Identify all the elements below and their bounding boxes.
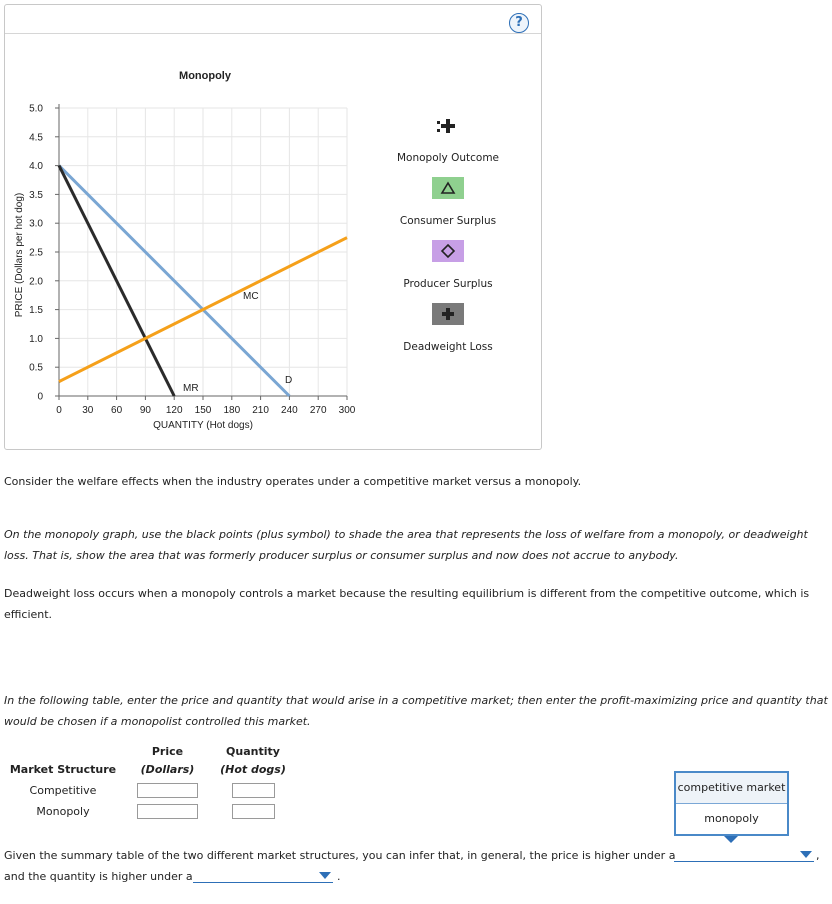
dropdown-menu (674, 771, 789, 836)
x-tick-label: 150 (194, 405, 212, 416)
col-price-unit: (Dollars) (140, 763, 195, 776)
help-icon[interactable]: ? (509, 13, 529, 33)
monopoly-quantity-input[interactable] (232, 804, 275, 819)
y-axis-label: PRICE (Dollars per hot dog) (14, 192, 25, 318)
x-tick-label: 210 (252, 405, 269, 416)
tick-labels (29, 104, 356, 417)
instruction-line-2: loss. That is, show the area that was formerly producer surplus or consumer surplus and now does not accrue to anybody. (4, 549, 679, 562)
x-tick-label: 90 (139, 405, 151, 416)
y-tick-label: 1.5 (29, 305, 43, 317)
chevron-down-icon (800, 851, 812, 858)
x-tick-label: 270 (309, 405, 327, 416)
instruction-line-1: On the monopoly graph, use the black points (plus symbol) to shade the area that represents the loss of welfare from a monopoly, or deadweight (4, 528, 808, 541)
y-tick-label: 4.5 (29, 132, 43, 144)
graph-title: Monopoly (179, 70, 231, 82)
d-label: D (285, 375, 293, 386)
x-tick-label: 60 (111, 405, 123, 416)
dropdown-option-competitive-market[interactable]: competitive market (676, 773, 787, 804)
summary-line-2: and the quantity is higher under a (4, 870, 193, 883)
y-tick-label: 3.5 (29, 189, 43, 201)
deadweight-loss-tool[interactable] (432, 303, 464, 325)
y-tick-label: 2.5 (29, 247, 43, 259)
plus-icon (437, 119, 455, 133)
x-tick-label: 240 (281, 405, 298, 416)
col-price-header: Price (151, 745, 184, 758)
summary-comma: , (816, 849, 820, 862)
col-market-structure-header: Market Structure (9, 763, 117, 776)
dropdown-menu-pointer (724, 836, 738, 843)
competitive-quantity-input[interactable] (232, 783, 275, 798)
dwl-line-1: Deadweight loss occurs when a monopoly controls a market because the resulting equilibrium is different from the competitive outcome, which is (4, 587, 810, 600)
summary-period: . (337, 870, 341, 883)
x-tick-label: 180 (223, 405, 241, 416)
col-quantity-unit: (Hot dogs) (220, 763, 286, 776)
consumer-surplus-tool[interactable] (432, 177, 464, 199)
price-higher-dropdown[interactable] (674, 847, 814, 862)
producer-surplus-tool[interactable] (432, 240, 464, 262)
y-tick-label: 3.0 (29, 218, 43, 230)
row-label-competitive: Competitive (29, 784, 97, 797)
legend-deadweight-loss: Deadweight Loss (403, 341, 493, 353)
y-tick-label: 0 (37, 391, 43, 403)
chevron-down-icon (319, 872, 331, 879)
competitive-price-input[interactable] (137, 783, 198, 798)
dwl-line-2: efficient. (4, 608, 53, 621)
x-tick-label: 120 (165, 405, 183, 416)
table-intro-line-1: In the following table, enter the price and quantity that would arise in a competitive market; then enter the profit-maximizing price and quantity that (4, 694, 828, 707)
row-label-monopoly: Monopoly (36, 805, 90, 818)
y-tick-label: 4.0 (29, 161, 43, 173)
monopoly-outcome-tool[interactable] (437, 116, 459, 138)
y-tick-label: 5.0 (29, 103, 43, 115)
x-tick-label: 30 (82, 405, 94, 416)
mr-label: MR (183, 383, 199, 394)
mc-label: MC (243, 291, 259, 302)
legend-producer-surplus: Producer Surplus (403, 278, 493, 290)
y-tick-label: 0.5 (29, 362, 43, 374)
monopoly-price-input[interactable] (137, 804, 198, 819)
legend-consumer-surplus: Consumer Surplus (399, 215, 497, 227)
dropdown-option-monopoly[interactable]: monopoly (704, 812, 759, 825)
x-axis-label: QUANTITY (Hot dogs) (153, 420, 253, 431)
x-tick-label: 300 (338, 405, 356, 416)
col-quantity-header: Quantity (226, 745, 280, 758)
y-tick-label: 2.0 (29, 276, 43, 288)
table-intro-line-2: would be chosen if a monopolist controlled this market. (4, 715, 311, 728)
legend-monopoly-outcome: Monopoly Outcome (396, 152, 500, 164)
y-tick-label: 1.0 (29, 333, 43, 345)
intro-text: Consider the welfare effects when the industry operates under a competitive market versus a monopoly. (4, 475, 582, 488)
summary-line-1: Given the summary table of the two different market structures, you can infer that, in general, the price is higher under a (4, 849, 676, 862)
quantity-higher-dropdown[interactable] (193, 868, 333, 883)
x-tick-label: 0 (56, 405, 62, 416)
